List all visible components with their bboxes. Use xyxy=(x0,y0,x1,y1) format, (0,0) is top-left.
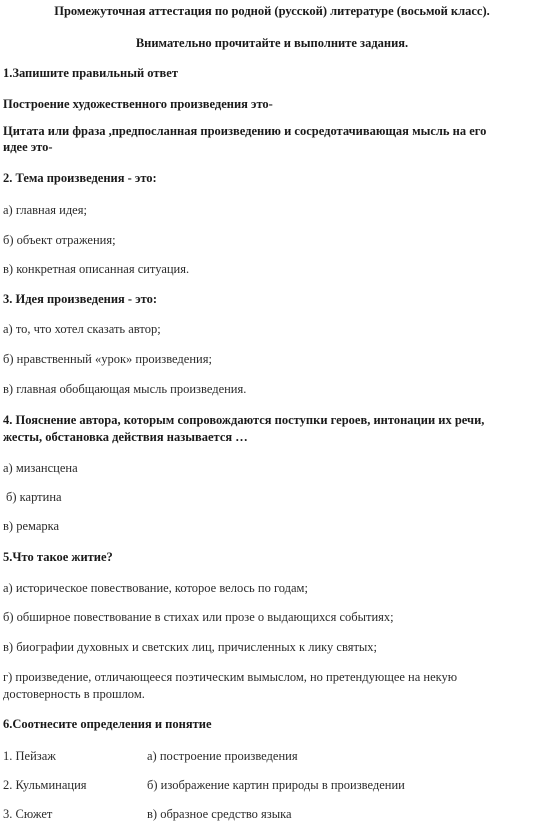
task6-definition-1: а) построение произведения xyxy=(147,749,298,763)
task6-definition-2: б) изображение картин природы в произведении xyxy=(147,778,405,792)
task5-option-a: а) историческое повествование, которое велось по годам; xyxy=(3,581,308,595)
task3-option-b: б) нравственный «урок» произведения; xyxy=(3,352,212,366)
task5-heading: 5.Что такое житие? xyxy=(3,550,113,564)
task1-question-2-line1: Цитата или фраза ,предпосланная произведению и сосредотачивающая мысль на его xyxy=(3,124,487,138)
task1-question-2-line2: идее это- xyxy=(3,140,53,154)
task5-option-d-line1: г) произведение, отличающееся поэтическим вымыслом, но претендующее на некую xyxy=(3,670,458,684)
task5-option-b: б) обширное повествование в стихах или прозе о выдающихся событиях; xyxy=(3,610,394,624)
task6-row-2 xyxy=(3,778,543,792)
task6-heading: 6.Соотнесите определения и понятие xyxy=(3,717,212,731)
task6-definition-3: в) образное средство языка xyxy=(147,807,292,821)
task6-row-3 xyxy=(3,807,543,821)
document-title: Промежуточная аттестация по родной (русской) литературе (восьмой класс). xyxy=(54,4,490,18)
task5-option-d-line2: достоверность в прошлом. xyxy=(3,687,145,701)
task3-option-a: а) то, что хотел сказать автор; xyxy=(3,322,161,336)
task6-term-1: 1. Пейзаж xyxy=(3,749,56,763)
task3-option-c: в) главная обобщающая мысль произведения. xyxy=(3,382,247,396)
task6-row-1 xyxy=(3,749,543,763)
task5-option-c: в) биографии духовных и светских лиц, причисленных к лику святых; xyxy=(3,640,378,654)
task4-option-b: б) картина xyxy=(6,490,62,504)
task4-option-a: а) мизансцена xyxy=(3,461,78,475)
task1-question-1: Построение художественного произведения это- xyxy=(3,97,273,111)
task2-heading: 2. Тема произведения - это: xyxy=(3,171,157,185)
task4-heading-line1: 4. Пояснение автора, которым сопровождаются поступки героев, интонации их речи, xyxy=(3,413,485,427)
task2-option-b: б) объект отражения; xyxy=(3,233,116,247)
task4-option-c: в) ремарка xyxy=(3,519,60,533)
task3-heading: 3. Идея произведения - это: xyxy=(3,292,157,306)
task2-option-a: а) главная идея; xyxy=(3,203,87,217)
task6-term-2: 2. Кульминация xyxy=(3,778,87,792)
task1-heading: 1.Запишите правильный ответ xyxy=(3,66,178,80)
instruction: Внимательно прочитайте и выполните задания. xyxy=(135,36,409,50)
task4-heading-line2: жесты, обстановка действия называется … xyxy=(3,430,248,444)
task6-term-3: 3. Сюжет xyxy=(3,807,53,821)
task2-option-c: в) конкретная описанная ситуация. xyxy=(3,262,190,276)
